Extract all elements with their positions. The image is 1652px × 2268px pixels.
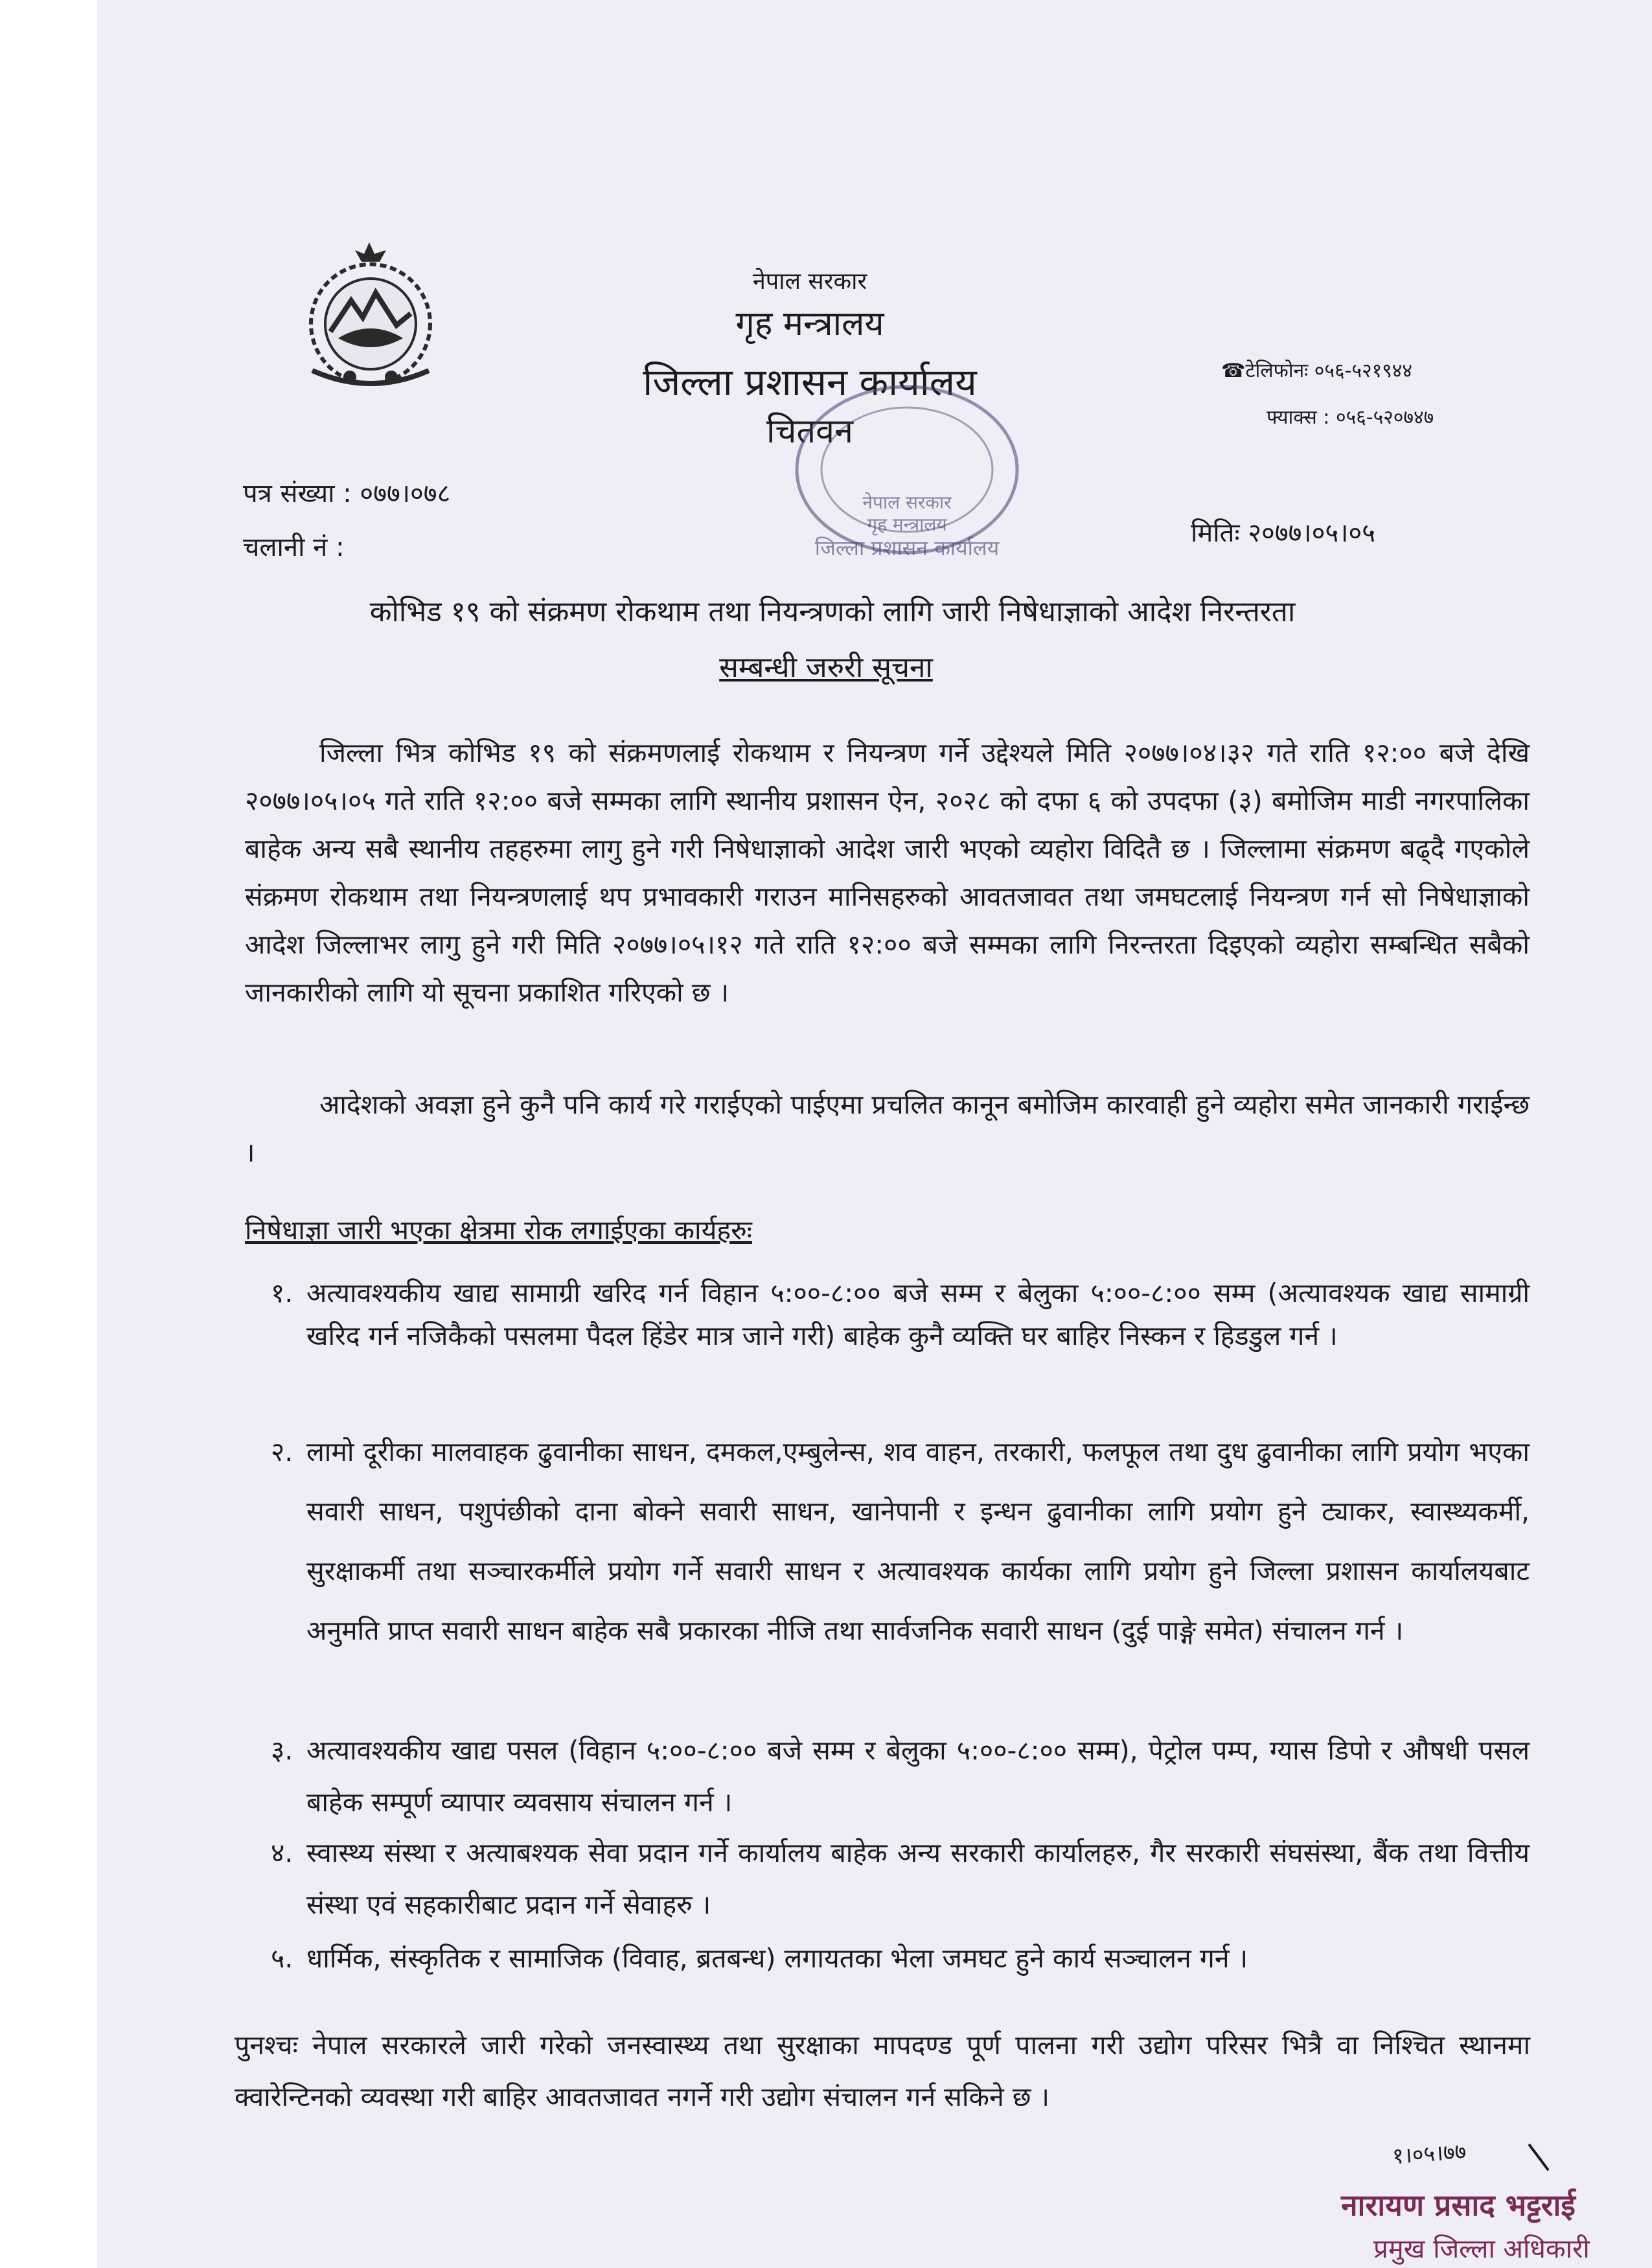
government-name: नेपाल सरकार: [752, 268, 867, 295]
item-number: ३.: [271, 1735, 293, 1766]
postscript-note: पुनश्चः नेपाल सरकारले जारी गरेको जनस्वास्थ्य तथा सुरक्षाका मापदण्ड पूर्ण पालना गरी उद्योग परिसर भित्रै वा निश्चित स्थानमा क्वारेन्टिनको व्यवस्था गरी बाहिर आवतजावत नगर्ने गरी उद्योग संचालन गर्न सकिने छ ।: [235, 2030, 1530, 2113]
item-number: ५.: [271, 1943, 293, 1974]
item-text: अत्यावश्यकीय खाद्य पसल (विहान ५:००-८:०० बजे सम्म र बेलुका ५:००-८:०० सम्म), पेट्रोल पम्प, ग्यास डिपो र औषधी पसल बाहेक सम्पूर्ण व्यापार व्यवसाय संचालन गर्न ।: [306, 1735, 1530, 1818]
restriction-item: [271, 1724, 1530, 1828]
fax-number: फ्याक्स : ०५६-५२०७४७: [1267, 406, 1434, 429]
seal-text-ministry: गृह मन्त्रालय: [867, 514, 947, 535]
item-number: २.: [271, 1436, 293, 1467]
item-text: स्वास्थ्य संस्था र अत्याबश्यक सेवा प्रदान गर्ने कार्यालय बाहेक अन्य सरकारी कार्यालहरु, गैर सरकारी संघसंस्था, बैंक तथा वित्तीय संस्था एवं सहकारीबाट प्रदान गर्ने सेवाहरु ।: [306, 1837, 1530, 1920]
restriction-item: [271, 1272, 1530, 1357]
seal-text-government: नेपाल सरकार: [862, 492, 952, 513]
subject-line: कोभिड १९ को संक्रमण रोकथाम तथा नियन्त्रणको लागि जारी निषेधाज्ञाको आदेश निरन्तरता: [369, 595, 1296, 628]
signatory-name: नारायण प्रसाद भट्टराई: [1341, 2188, 1576, 2223]
office-seal-stamp: [771, 372, 1043, 567]
signatory-title: प्रमुख जिल्ला अधिकारी: [1373, 2234, 1590, 2264]
item-number: १.: [271, 1277, 293, 1309]
restriction-item: [271, 1937, 1530, 1980]
restriction-item: [271, 1422, 1530, 1660]
dispatch-number: चलानी नं :: [243, 533, 345, 562]
item-number: ४.: [271, 1837, 293, 1868]
seal-text-office: जिल्ला प्रशासन कार्यालय: [814, 536, 1000, 560]
subject-line-underlined: सम्बन्धी जरुरी सूचना: [719, 651, 933, 684]
restriction-item: [271, 1827, 1530, 1930]
telephone-number: ☎टेलिफोनः ०५६-५२१९४४: [1221, 360, 1412, 382]
signature-stroke: [1529, 2144, 1548, 2170]
district-name: चितवन: [766, 412, 853, 451]
restrictions-heading: निषेधाज्ञा जारी भएका क्षेत्रमा रोक लगाईएका कार्यहरुः: [245, 1215, 752, 1246]
office-name: जिल्ला प्रशासन कार्यालय: [643, 360, 977, 404]
item-text: लामो दूरीका मालवाहक ढुवानीका साधन, दमकल,एम्बुलेन्स, शव वाहन, तरकारी, फलफूल तथा दुध ढुवानीका लागि प्रयोग भएका सवारी साधन, पशुपंछीको दाना बोक्ने सवारी साधन, खानेपानी र इन्धन ढुवानीका लागि प्रयोग हुने ट्याकर, स्वास्थ्यकर्मी, सुरक्षाकर्मी तथा सञ्चारकर्मीले प्रयोग गर्ने सवारी साधन र अत्यावश्यक कार्यका लागि प्रयोग हुने जिल्ला प्रशासन कार्यालयबाट अनुमति प्राप्त सवारी साधन बाहेक सबै प्रकारका नीजि तथा सार्वजनिक सवारी साधन (दुई पाङ्गे समेत) संचालन गर्न ।: [306, 1436, 1530, 1646]
letter-date: मितिः २०७७।०५।०५: [1191, 518, 1375, 548]
body-paragraph-2: आदेशको अवज्ञा हुने कुनै पनि कार्य गरे गराईएको पाईएमा प्रचलित कानून बमोजिम कारवाही हुने व्यहोरा समेत जानकारी गराईन्छ ।: [245, 1089, 1530, 1168]
signature-stamp: [1335, 2125, 1646, 2268]
item-text: अत्यावश्यकीय खाद्य सामाग्री खरिद गर्न विहान ५:००-८:०० बजे सम्म र बेलुका ५:००-८:०० सम्म (अत्यावश्यक खाद्य सामाग्री खरिद गर्न नजिकैको पसलमा पैदल हिंडेर मात्र जाने गरी) बाहेक कुनै व्यक्ति घर बाहिर निस्कन र हिडडुल गर्न ।: [306, 1277, 1530, 1351]
letter-number: पत्र संख्या : ०७७।०७८: [243, 479, 451, 509]
handwritten-signature: १।०५।७७: [1391, 2138, 1467, 2170]
body-paragraph-1: जिल्ला भित्र कोभिड १९ को संक्रमणलाई रोकथाम र नियन्त्रण गर्ने उद्देश्यले मिति २०७७।०४।३२ गते राति १२:०० बजे देखि २०७७।०५।०५ गते राति १२:०० बजे सम्मका लागि स्थानीय प्रशासन ऐन, २०२८ को दफा ६ को उपदफा (३) बमोजिम माडी नगरपालिका बाहेक अन्य सबै स्थानीय तहहरुमा लागु हुने गरी निषेधाज्ञाको आदेश जारी भएको व्यहोरा विदितै छ । जिल्लामा संक्रमण बढ्दै गएकोले संक्रमण रोकथाम तथा नियन्त्रणलाई थप प्रभावकारी गराउन मानिसहरुको आवतजावत तथा जमघटलाई नियन्त्रण गर्न सो निषेधाज्ञाको आदेश जिल्लाभर लागु हुने गरी मिति २०७७।०५।१२ गते राति १२:०० बजे सम्मका लागि निरन्तरता दिइएको व्यहोरा सम्बन्धित सबैको जानकारीको लागि यो सूचना प्रकाशित गरिएको छ ।: [245, 737, 1530, 1008]
ministry-name: गृह मन्त्रालय: [735, 304, 884, 343]
item-text: धार्मिक, संस्कृतिक र सामाजिक (विवाह, ब्रतबन्ध) लगायतका भेला जमघट हुने कार्य सञ्चालन गर्न ।: [306, 1943, 1248, 1974]
